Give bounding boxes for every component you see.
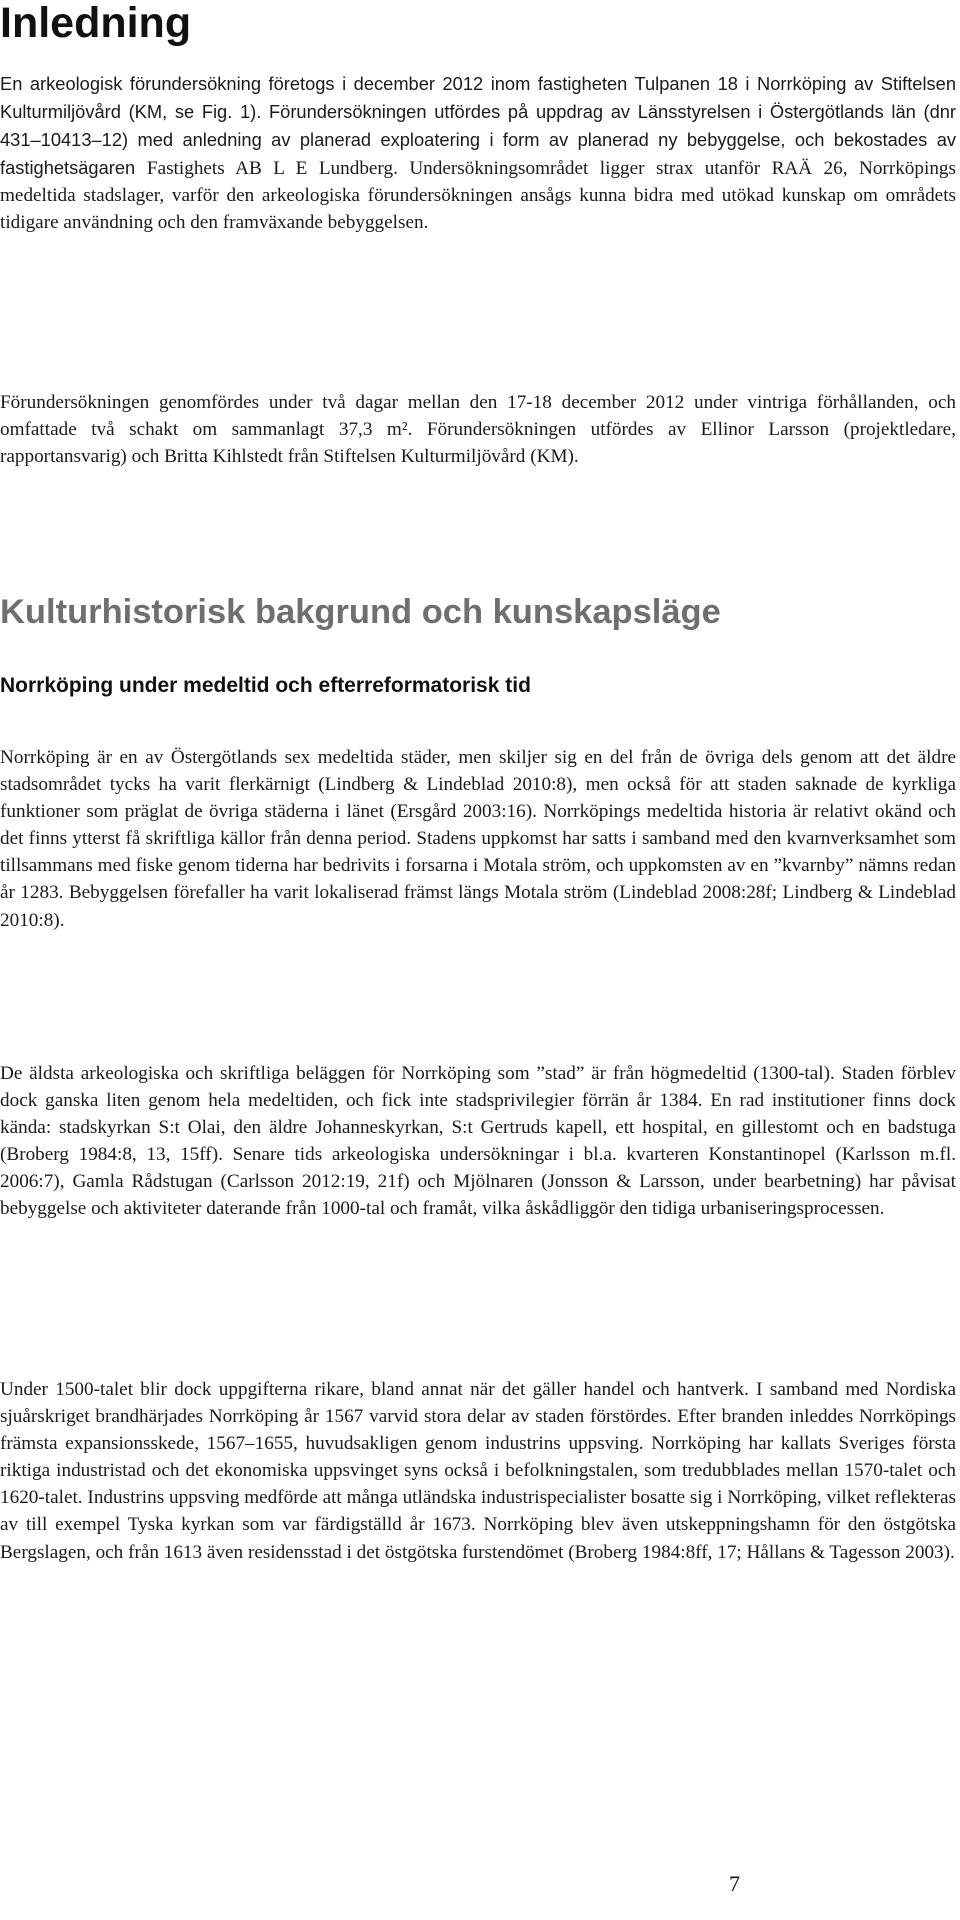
intro-paragraph-2: Förundersökningen genomfördes under två dagar mellan den 17-18 december 2012 under vintriga förhållanden, och omfattade två schakt om sammanlagt 37,3 m². Förundersökningen utfördes av Ellinor Larsson (projektledare, rapportansvarig) och Britta Kihlstedt från Stiftelsen Kulturmiljövård (KM). [0,392,956,468]
page-number: 7 [729,1871,740,1896]
intro-paragraph-1-sans: En arkeologisk förundersökning företogs i december 2012 inom fastigheten Tulpanen 18 i Norrköping av Stiftelsen Kulturmiljövård (KM, se Fig. 1). Förundersökningen utfördes på uppdrag av Länsstyrelsen i Östergötlands län (dnr 431–10413–12) med anledning av planerad exploatering i form av planerad ny bebyggelse, och bekostades av fastighetsägaren [0,73,956,179]
background-paragraph-2: De äldsta arkeologiska och skriftliga beläggen för Norrköping som ”stad” är från högmedeltid (1300-tal). Staden förblev dock ganska liten genom hela medeltiden, och fick inte stadsprivilegier förrän år 1384. En rad institutioner finns dock kända: stadskyrkan S:t Olai, den äldre Johanneskyrkan, S:t Gertruds kapell, ett hospital, en gillestomt och en badstuga (Broberg 1984:8, 13, 15ff). Senare tids arkeologiska undersökningar i bl.a. kvarteren Konstantinopel (Karlsson m.fl. 2006:7), Gamla Rådstugan (Carlsson 2012:19, 21f) och Mjölnaren (Jonsson & Larsson, under bearbetning) har påvisat bebyggelse och aktiviteter daterande från 1000-tal och framåt, vilka åskådliggör den tidiga urbaniseringsprocessen. [0,1063,956,1220]
heading-kulturhistorisk-bakgrund: Kulturhistorisk bakgrund och kunskapsläge [0,593,721,631]
subheading-medeltid: Norrköping under medeltid och efterreformatorisk tid [0,674,531,697]
heading-inledning: Inledning [0,0,192,47]
background-paragraph-1: Norrköping är en av Östergötlands sex medeltida städer, men skiljer sig en del från de övriga dels genom att det äldre stadsområdet tycks ha varit flerkärnigt (Lindberg & Lindeblad 2010:8), men också för att staden saknade de kyrkliga funktioner som präglat de övriga städerna i länet (Ersgård 2003:16). Norrköpings medeltida historia är relativt okänd och det finns ytterst få skriftliga källor från denna period. Stadens uppkomst har satts i samband med den kvarnverksamhet som tillsammans med fiske genom tiderna har bedrivits i forsarna i Motala ström, och uppkomsten av en ”kvarnby” nämns redan år 1283. Bebyggelsen förefaller ha varit lokaliserad främst längs Motala ström (Lindeblad 2008:28f; Lindberg & Lindeblad 2010:8). [0,747,956,931]
intro-paragraph-1-serif: Fastighets AB L E Lundberg. Undersökningsområdet ligger strax utanför RAÄ 26, Norrköpings medeltida stadslager, varför den arkeologiska förundersökningen ansågs kunna bidra med utökad kunskap om områdets tidigare användning och den framväxande bebyggelsen. [0,158,956,234]
intro-paragraph-1 [0,70,956,237]
background-paragraph-3: Under 1500-talet blir dock uppgifterna rikare, bland annat när det gäller handel och hantverk. I samband med Nordiska sjuårskriget brandhärjades Norrköping år 1567 varvid stora delar av staden förstördes. Efter branden inleddes Norrköpings främsta expansionsskede, 1567–1655, huvudsakligen genom industrins uppsving. Norrköping har kallats Sveriges första riktiga industristad och det ekonomiska uppsvinget syns också i befolkningstalen, som tredubblades mellan 1570-talet och 1620-talet. Industrins uppsving medförde att många utländska industrispecialister bosatte sig i Norrköping, vilket reflekteras av till exempel Tyska kyrkan som var färdigställd år 1673. Norrköping blev även utskeppningshamn för den östgötska Bergslagen, och från 1613 även residensstad i det östgötska furstendömet (Broberg 1984:8ff, 17; Hållans & Tagesson 2003). [0,1379,956,1563]
